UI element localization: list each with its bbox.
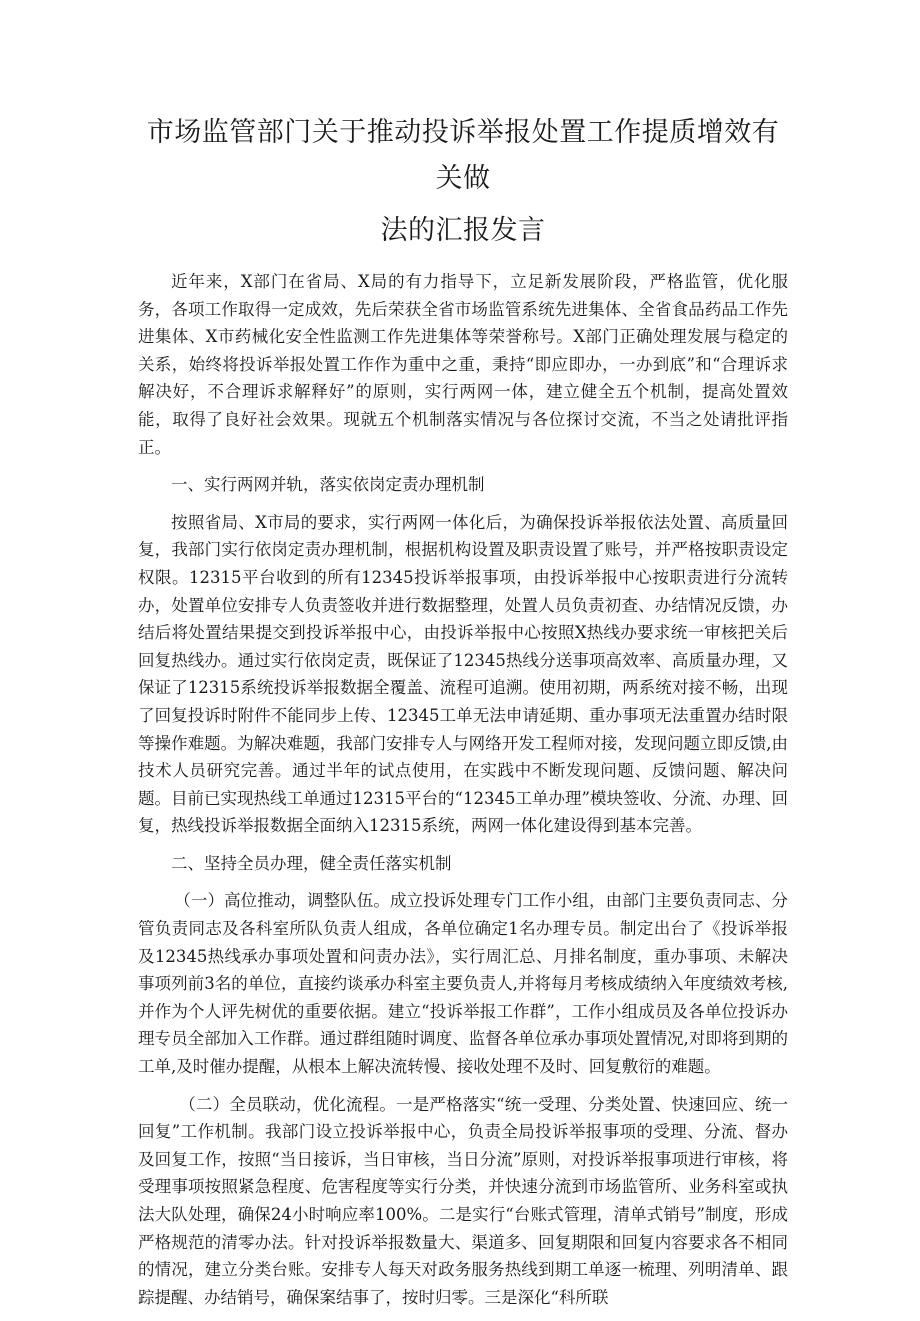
section-1-paragraph: 按照省局、X市局的要求，实行两网一体化后，为确保投诉举报依法处置、高质量回复，我部门实行依岗定责办理机制，根据机构设置及职责设置了账号，并严格按职责设定权限。12315平台收到的所有12345投诉举报事项，由投诉举报中心按职责进行分流转办，处置单位安排专人负责签收并进行数据整理，处置人员负责初查、办结情况反馈，办结后将处置结果提交到投诉举报中心，由投诉举报中心按照X热线办要求统一审核把关后回复热线办。通过实行依岗定责，既保证了12345热线分送事项高效率、高质量办理，又保证了12315系统投诉举报数据全覆盖、流程可追溯。使用初期，两系统对接不畅，出现了回复投诉时附件不能同步上传、12345工单无法申请延期、重办事项无法重置办结时限等操作难题。为解决难题，我部门安排专人与网络开发工程师对接，发现问题立即反馈,由技术人员研究完善。通过半年的试点使用，在实践中不断发现问题、反馈问题、解决问题。目前已实现热线工单通过12315平台的“12345工单办理”模块签收、分流、办理、回复，热线投诉举报数据全面纳入12315系统，两网一体化建设得到基本完善。 [138, 512, 788, 836]
title-line-1: 市场监管部门关于推动投诉举报处置工作提质增效有关做 [146, 117, 780, 194]
section-2-2-paragraph: （二）全员联动，优化流程。一是严格落实“统一受理、分类处置、快速回应、统一回复”工作机制。我部门设立投诉举报中心，负责全局投诉举报事项的受理、分流、督办及回复工作，按照“当日接诉，当日审核，当日分流”原则，对投诉举报事项进行审核，将受理事项按照紧急程度、危害程度等实行分类，并快速分流到市场监管所、业务科室或执法大队处理，确保24小时响应率100%。二是实行“台账式管理，清单式销号”制度，形成严格规范的清零办法。针对投诉举报数量大、渠道多、回复期限和回复内容要求各不相同的情况，建立分类台账。安排专人每天对政务服务热线到期工单逐一梳理、列明清单、跟踪提醒、办结销号，确保案结事了，按时归零。三是深化“科所联 [138, 1094, 788, 1307]
section-2-heading: 二、坚持全员办理，健全责任落实机制 [171, 853, 452, 873]
section-2-1-paragraph: （一）高位推动，调整队伍。成立投诉处理专门工作小组，由部门主要负责同志、分管负责同志及各科室所队负责人组成，各单位确定1名办理专员。制定出台了《投诉举报及12345热线承办事项处置和问责办法》，实行周汇总、月排名制度，重办事项、未解决事项列前3名的单位，直接约谈承办科室主要负责人,并将每月考核成绩纳入年度绩效考核,并作为个人评先树优的重要依据。建立“投诉举报工作群”，工作小组成员及各单位投诉办理专员全部加入工作群。通过群组随时调度、监督各单位承办事项处置情况,对即将到期的工单,及时催办提醒，从根本上解决流转慢、接收处理不及时、回复敷衍的难题。 [138, 891, 788, 1077]
section-1-heading: 一、实行两网并轨，落实依岗定责办理机制 [171, 475, 485, 495]
document-page [138, 110, 788, 1321]
title-line-2: 法的汇报发言 [380, 215, 546, 246]
document-title [138, 110, 788, 254]
intro-paragraph: 近年来，X部门在省局、X局的有力指导下，立足新发展阶段，严格监管，优化服务，各项工作取得一定成效，先后荣获全省市场监管系统先进集体、全省食品药品工作先进集体、X市药械化安全性监测工作先进集体等荣誉称号。X部门正确处理发展与稳定的关系，始终将投诉举报处置工作作为重中之重，秉持“即应即办，一办到底”和“合理诉求解决好，不合理诉求解释好”的原则，实行两网一体，建立健全五个机制，提高处置效能，取得了良好社会效果。现就五个机制落实情况与各位探讨交流，不当之处请批评指正。 [138, 272, 788, 457]
